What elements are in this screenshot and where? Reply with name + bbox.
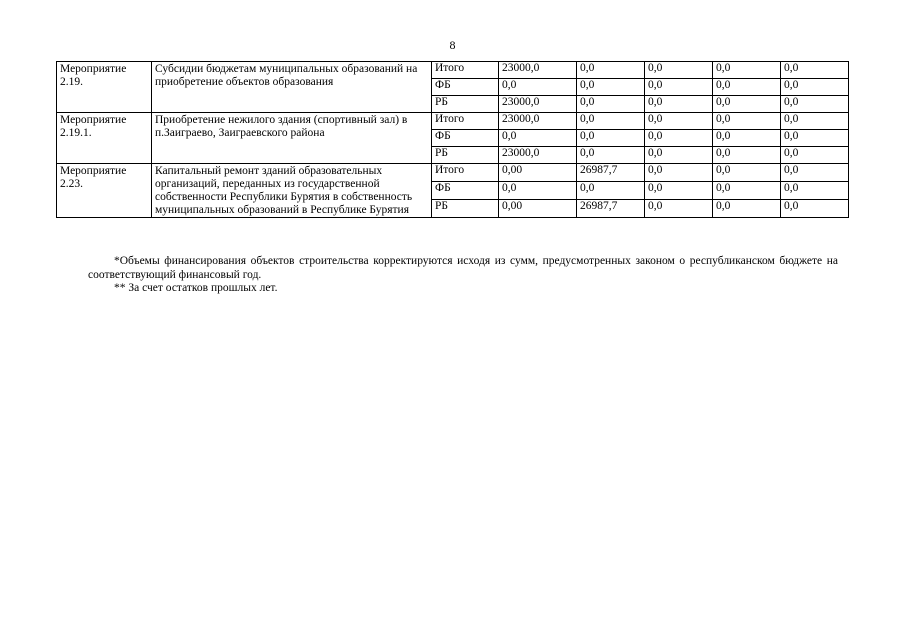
- amount-cell: 0,0: [645, 96, 713, 113]
- amount-cell: 0,0: [577, 62, 645, 79]
- amount-cell: 0,0: [499, 79, 577, 96]
- amount-cell: 0,0: [645, 62, 713, 79]
- amount-cell: 0,0: [645, 200, 713, 218]
- amount-cell: 0,0: [499, 130, 577, 147]
- funding-source-cell: Итого: [432, 113, 499, 130]
- table-row: [57, 113, 849, 130]
- amount-cell: 0,00: [499, 200, 577, 218]
- amount-cell: 26987,7: [577, 164, 645, 182]
- funding-source-cell: ФБ: [432, 79, 499, 96]
- measure-cell: Мероприятие 2.19.1.: [57, 113, 152, 164]
- amount-cell: 0,0: [577, 130, 645, 147]
- funding-source-cell: РБ: [432, 147, 499, 164]
- budget-table: [56, 61, 849, 218]
- amount-cell: 23000,0: [499, 62, 577, 79]
- description-cell: Капитальный ремонт зданий образовательных организаций, переданных из государственной собственности Республики Бурятия в собственность муниципальных образований в Республике Бурятия: [152, 164, 432, 218]
- amount-cell: 0,0: [577, 182, 645, 200]
- amount-cell: 0,0: [645, 113, 713, 130]
- amount-cell: 0,0: [781, 200, 849, 218]
- notes-section: [88, 255, 838, 296]
- amount-cell: 0,0: [645, 182, 713, 200]
- amount-cell: 0,0: [781, 62, 849, 79]
- amount-cell: 0,00: [499, 164, 577, 182]
- amount-cell: 0,0: [781, 79, 849, 96]
- amount-cell: 0,0: [713, 182, 781, 200]
- amount-cell: 0,0: [781, 96, 849, 113]
- amount-cell: 23000,0: [499, 113, 577, 130]
- amount-cell: 0,0: [645, 164, 713, 182]
- amount-cell: 0,0: [577, 147, 645, 164]
- amount-cell: 0,0: [577, 113, 645, 130]
- page-number: 8: [449, 38, 456, 52]
- funding-source-cell: РБ: [432, 200, 499, 218]
- amount-cell: 0,0: [645, 130, 713, 147]
- footnote-construction: *Объемы финансирования объектов строительства корректируются исходя из сумм, предусмотренных законом о республиканском бюджете на соответствующий финансовый год.: [88, 255, 838, 281]
- amount-cell: 0,0: [781, 130, 849, 147]
- amount-cell: 23000,0: [499, 96, 577, 113]
- amount-cell: 0,0: [713, 200, 781, 218]
- amount-cell: 0,0: [645, 79, 713, 96]
- funding-source-cell: РБ: [432, 96, 499, 113]
- funding-source-cell: Итого: [432, 164, 499, 182]
- amount-cell: 0,0: [713, 130, 781, 147]
- amount-cell: 0,0: [713, 62, 781, 79]
- amount-cell: 0,0: [781, 113, 849, 130]
- amount-cell: 0,0: [781, 182, 849, 200]
- amount-cell: 0,0: [713, 79, 781, 96]
- description-cell: Субсидии бюджетам муниципальных образований на приобретение объектов образования: [152, 62, 432, 113]
- funding-source-cell: ФБ: [432, 130, 499, 147]
- amount-cell: 0,0: [781, 164, 849, 182]
- amount-cell: 0,0: [713, 113, 781, 130]
- measure-cell: Мероприятие 2.19.: [57, 62, 152, 113]
- amount-cell: 0,0: [499, 182, 577, 200]
- amount-cell: 23000,0: [499, 147, 577, 164]
- amount-cell: 26987,7: [577, 200, 645, 218]
- funding-source-cell: Итого: [432, 62, 499, 79]
- amount-cell: 0,0: [713, 147, 781, 164]
- amount-cell: 0,0: [577, 79, 645, 96]
- measure-cell: Мероприятие 2.23.: [57, 164, 152, 218]
- amount-cell: 0,0: [645, 147, 713, 164]
- description-cell: Приобретение нежилого здания (спортивный зал) в п.Заиграево, Заиграевского района: [152, 113, 432, 164]
- table-row: [57, 62, 849, 79]
- amount-cell: 0,0: [577, 96, 645, 113]
- amount-cell: 0,0: [713, 96, 781, 113]
- amount-cell: 0,0: [781, 147, 849, 164]
- footnote-prior-years: ** За счет остатков прошлых лет.: [114, 282, 278, 294]
- table-row: [57, 164, 849, 182]
- funding-source-cell: ФБ: [432, 182, 499, 200]
- amount-cell: 0,0: [713, 164, 781, 182]
